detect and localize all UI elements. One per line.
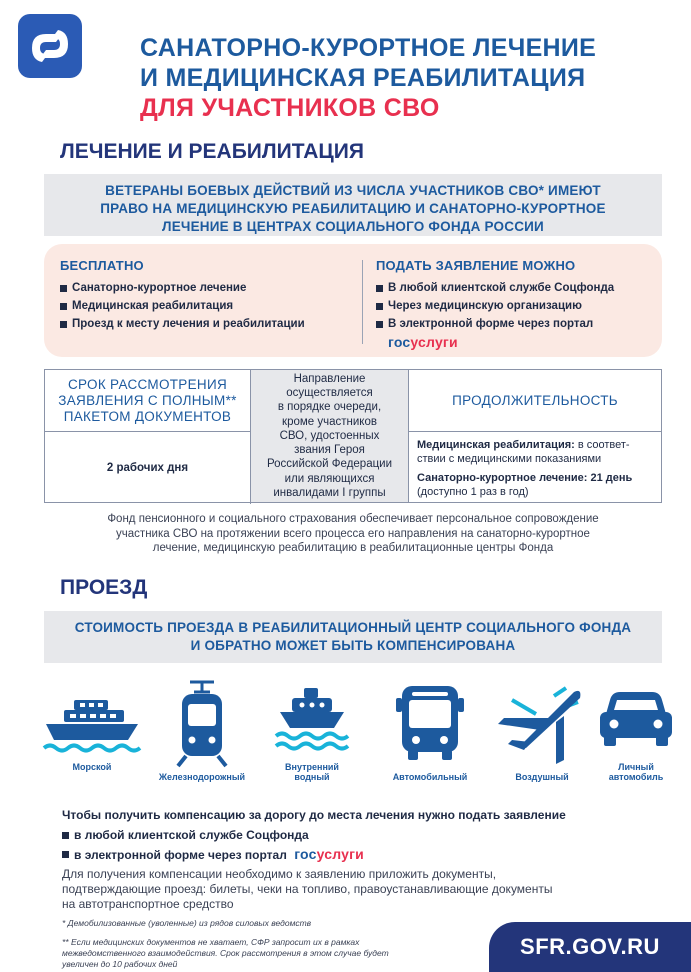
header-line: ПАКЕТОМ ДОКУМЕНТОВ [63,408,232,424]
transport-river [262,678,362,782]
note-line: Фонд пенсионного и социального страхования обеспечивает персональное сопровождение [107,513,599,525]
website-link[interactable]: SFR.GOV.RU [489,922,691,972]
direction-line: или являющихся [284,472,375,485]
free-column [60,258,360,333]
banner-line: ВЕТЕРАНЫ БОЕВЫХ ДЕЙСТВИЙ ИЗ ЧИСЛА УЧАСТНИКОВ СВО* ИМЕЮТ [105,183,601,198]
header-line: ЗАЯВЛЕНИЯ С ПОЛНЫМ** [58,392,237,408]
transport-sea [40,678,144,772]
bullet-icon [62,832,69,839]
bullet-icon [60,321,67,328]
sfr-logo-icon [18,14,82,78]
list-item-label: В любой клиентской службе Соцфонда [388,282,615,294]
section-heading-treatment: ЛЕЧЕНИЕ И РЕАБИЛИТАЦИЯ [60,140,364,163]
bullet-icon [60,285,67,292]
direction-line: Направление [293,373,366,386]
veterans-banner [44,174,662,236]
list-item [62,826,662,845]
list-item [60,279,360,297]
banner-line: ПРАВО НА МЕДИЦИНСКУЮ РЕАБИЛИТАЦИЮ И САНАТОРНО-КУРОРТНОЕ [100,201,606,216]
benefits-panel [44,244,662,357]
list-item-label: Санаторно-курортное лечение [72,282,247,294]
direction-cell [251,370,409,502]
bus-icon [378,678,482,768]
list-item [376,279,656,297]
title-line-1: САНАТОРНО-КУРОРТНОЕ ЛЕЧЕНИЕ [140,34,597,62]
bullet-icon [376,321,383,328]
direction-line: в порядке очереди, [277,401,382,414]
med-duration [417,438,653,466]
banner-line: СТОИМОСТЬ ПРОЕЗДА В РЕАБИЛИТАЦИОННЫЙ ЦЕНТР СОЦИАЛЬНОГО ФОНДА [74,620,632,635]
gosuslugi-logo[interactable] [294,846,364,862]
transport-road [378,678,482,782]
support-note [44,512,662,556]
review-period-value: 2 рабочих дня [45,432,251,504]
footnote-1: * Демобилизованные (уволенные) из рядов силовых ведомств [62,918,312,928]
gosuslugi-part-1: гос [388,334,411,350]
gosuslugi-logo[interactable] [388,334,656,350]
gosuslugi-part-1: гос [294,846,317,862]
sfr-logo [18,14,82,78]
title-line-2: И МЕДИЦИНСКАЯ РЕАБИЛИТАЦИЯ [140,64,586,92]
travel-banner [44,611,662,663]
san-duration [417,471,653,499]
apply-column [376,258,656,350]
desc-line: подтверждающие проезд: билеты, чеки на топливо, правоустанавливающие документы [62,882,553,896]
list-item [376,297,656,315]
footnote-line: ** Если медицинских документов не хватает, СФР запросит их в рамках [62,937,360,947]
bullet-icon [376,285,383,292]
compensation-heading: Чтобы получить компенсацию за дорогу до места лечения нужно подать заявление [62,808,566,822]
banner-line: И ОБРАТНО МОЖЕТ БЫТЬ КОМПЕНСИРОВАНА [190,638,516,653]
transport-rail [150,678,254,782]
boat-icon [262,678,362,758]
transport-label: Воздушный [515,772,569,782]
transport-icons [40,678,680,796]
list-item-label: Медицинская реабилитация [72,300,234,312]
list-item-label: в электронной форме через портал [74,848,287,862]
direction-line: Российской Федерации [266,458,393,471]
note-line: лечение, медицинскую реабилитацию в реабилитационные центры Фонда [152,542,554,554]
footnote-line: межведомственного взаимодействия. Срок рассмотрения в этом случае будет [62,948,389,958]
list-item [62,845,662,865]
gosuslugi-part-2: услуги [316,846,364,862]
direction-line: осуществляется [286,387,373,400]
title-line-3: ДЛЯ УЧАСТНИКОВ СВО [140,94,440,122]
san-label: Санаторно-курортное лечение: 21 день [417,472,633,484]
desc-line: на автотранспортное средство [62,897,234,911]
bullet-icon [62,851,69,858]
bullet-icon [60,303,67,310]
ship-icon [40,678,144,758]
direction-line: СВО, удостоенных [279,429,380,442]
transport-label: Железнодорожный [158,772,246,782]
gosuslugi-part-2: услуги [410,334,458,350]
banner-line: ЛЕЧЕНИЕ В ЦЕНТРАХ СОЦИАЛЬНОГО ФОНДА РОССИИ [162,219,544,234]
train-icon [150,678,254,768]
transport-label: автомобиль [608,772,664,782]
footnote-2 [62,937,482,970]
plane-icon [490,678,594,768]
transport-label: Морской [72,762,112,772]
bullet-icon [376,303,383,310]
duration-values [409,432,661,504]
list-item [60,315,360,333]
transport-air [490,678,594,782]
direction-line: кроме участников [282,415,377,428]
list-item-label: Через медицинскую организацию [388,300,582,312]
transport-label: Автомобильный [392,772,468,782]
car-icon [590,678,682,758]
transport-label: водный [294,772,330,782]
compensation-block [62,808,662,912]
list-item-label: Проезд к месту лечения и реабилитации [72,318,305,330]
info-table [44,369,662,503]
note-line: участника СВО на протяжении всего процесса его направления на санаторно-курортное [116,527,590,540]
list-item [60,297,360,315]
footnote-line: увеличен до 10 рабочих дней [62,959,178,969]
transport-label: Внутренний [285,762,339,772]
transport-label: Личный [618,762,654,772]
direction-line: звания Героя [294,444,365,457]
transport-car [590,678,682,782]
desc-line: Для получения компенсации необходимо к заявлению приложить документы, [62,867,497,881]
list-item-label: В электронной форме через портал [388,318,594,330]
med-label: Медицинская реабилитация: [417,439,575,451]
header-line: СРОК РАССМОТРЕНИЯ [67,376,228,392]
med-value-cont: ствии с медицинскими показаниями [417,453,602,465]
duration-header: ПРОДОЛЖИТЕЛЬНОСТЬ [409,370,661,432]
review-period-header [45,370,251,432]
med-value: в соответ- [574,439,630,451]
compensation-description [62,867,662,912]
list-item [376,315,656,333]
free-heading: БЕСПЛАТНО [60,258,144,273]
section-heading-travel: ПРОЕЗД [60,576,148,599]
direction-line: инвалидами I группы [273,486,386,499]
column-divider [362,260,363,344]
san-note: (доступно 1 раз в год) [417,486,529,498]
list-item-label: в любой клиентской службе Соцфонда [74,828,309,842]
page-title [140,33,680,123]
apply-heading: ПОДАТЬ ЗАЯВЛЕНИЕ МОЖНО [376,258,576,273]
